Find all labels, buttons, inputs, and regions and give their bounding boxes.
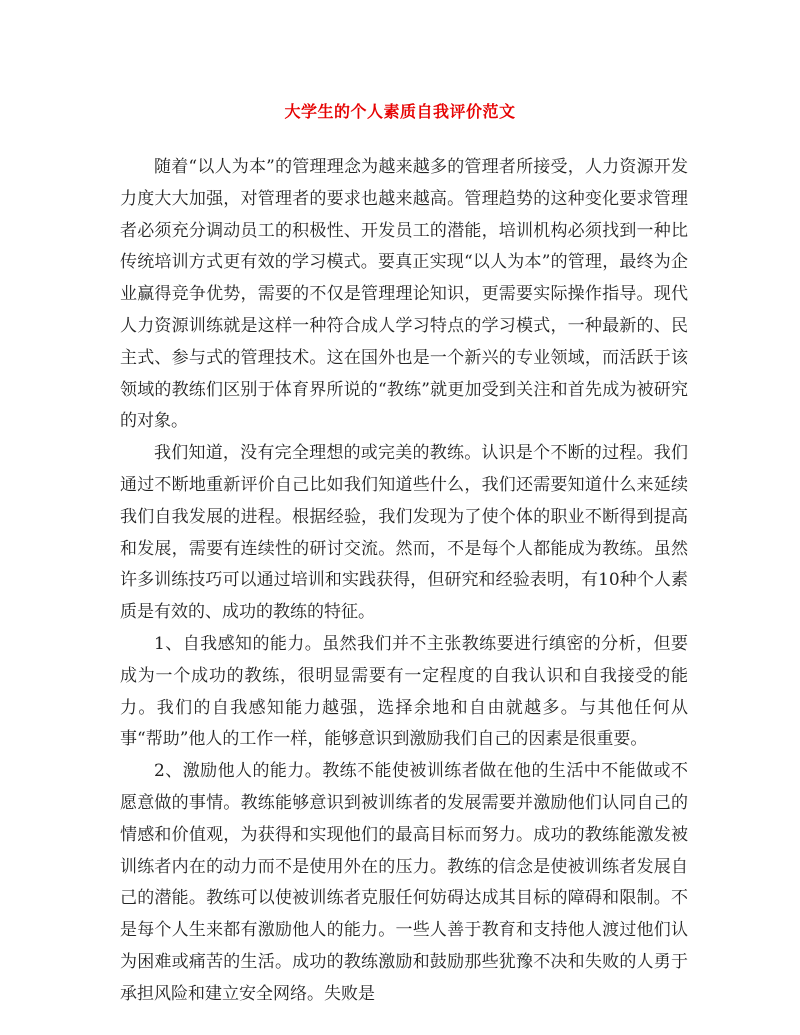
paragraph-intro: 随着“以人为本”的管理理念为越来越多的管理者所接受，人力资源开发力度大大加强，对管理者的要求也越来越高。管理趋势的这种变化要求管理者必须充分调动员工的积极性、开发员工的潜能，培训机构必须找到一种比传统培训方式更有效的学习模式。要真正实现“以人为本”的管理，最终为企业赢得竞争优势，需要的不仅是管理理论知识，更需要实际操作指导。现代人力资源训练就是这样一种符合成人学习特点的学习模式，一种最新的、民主式、参与式的管理技术。这在国外也是一个新兴的专业领域，而活跃于该领域的教练们区别于体育界所说的“教练”就更加受到关注和首先成为被研究的对象。 bbox=[120, 157, 688, 432]
document-body bbox=[120, 152, 688, 1011]
document-title: 大学生的个人素质自我评价范文 bbox=[284, 102, 516, 121]
paragraph-self-awareness: 1、自我感知的能力。虽然我们并不主张教练要进行缜密的分析，但要成为一个成功的教练，很明显需要有一定程度的自我认识和自我接受的能力。我们的自我感知能力越强，选择余地和自由就越多。与其他任何从事“帮助”他人的工作一样，能够意识到激励我们自己的因素是很重要。 bbox=[120, 633, 688, 750]
paragraph-coach-overview: 我们知道，没有完全理想的或完美的教练。认识是个不断的过程。我们通过不断地重新评价自己比如我们知道些什么，我们还需要知道什么来延续我们自我发展的进程。根据经验，我们发现为了使个体的职业不断得到提高和发展，需要有连续性的研讨交流。然而，不是每个人都能成为教练。虽然许多训练技巧可以通过培训和实践获得，但研究和经验表明，有10种个人素质是有效的、成功的教练的特征。 bbox=[120, 443, 688, 623]
paragraph-motivating-others: 2、激励他人的能力。教练不能使被训练者做在他的生活中不能做或不愿意做的事情。教练能够意识到被训练者的发展需要并激励他们认同自己的情感和价值观，为获得和实现他们的最高目标而努力。成功的教练能激发被训练者内在的动力而不是使用外在的压力。教练的信念是使被训练者发展自己的潜能。教练可以使被训练者克服任何妨碍达成其目标的障碍和限制。不是每个人生来都有激励他人的能力。一些人善于教育和支持他人渡过他们认为困难或痛苦的生活。成功的教练激励和鼓励那些犹豫不决和失败的人勇于承担风险和建立安全网络。失败是 bbox=[120, 761, 688, 1004]
